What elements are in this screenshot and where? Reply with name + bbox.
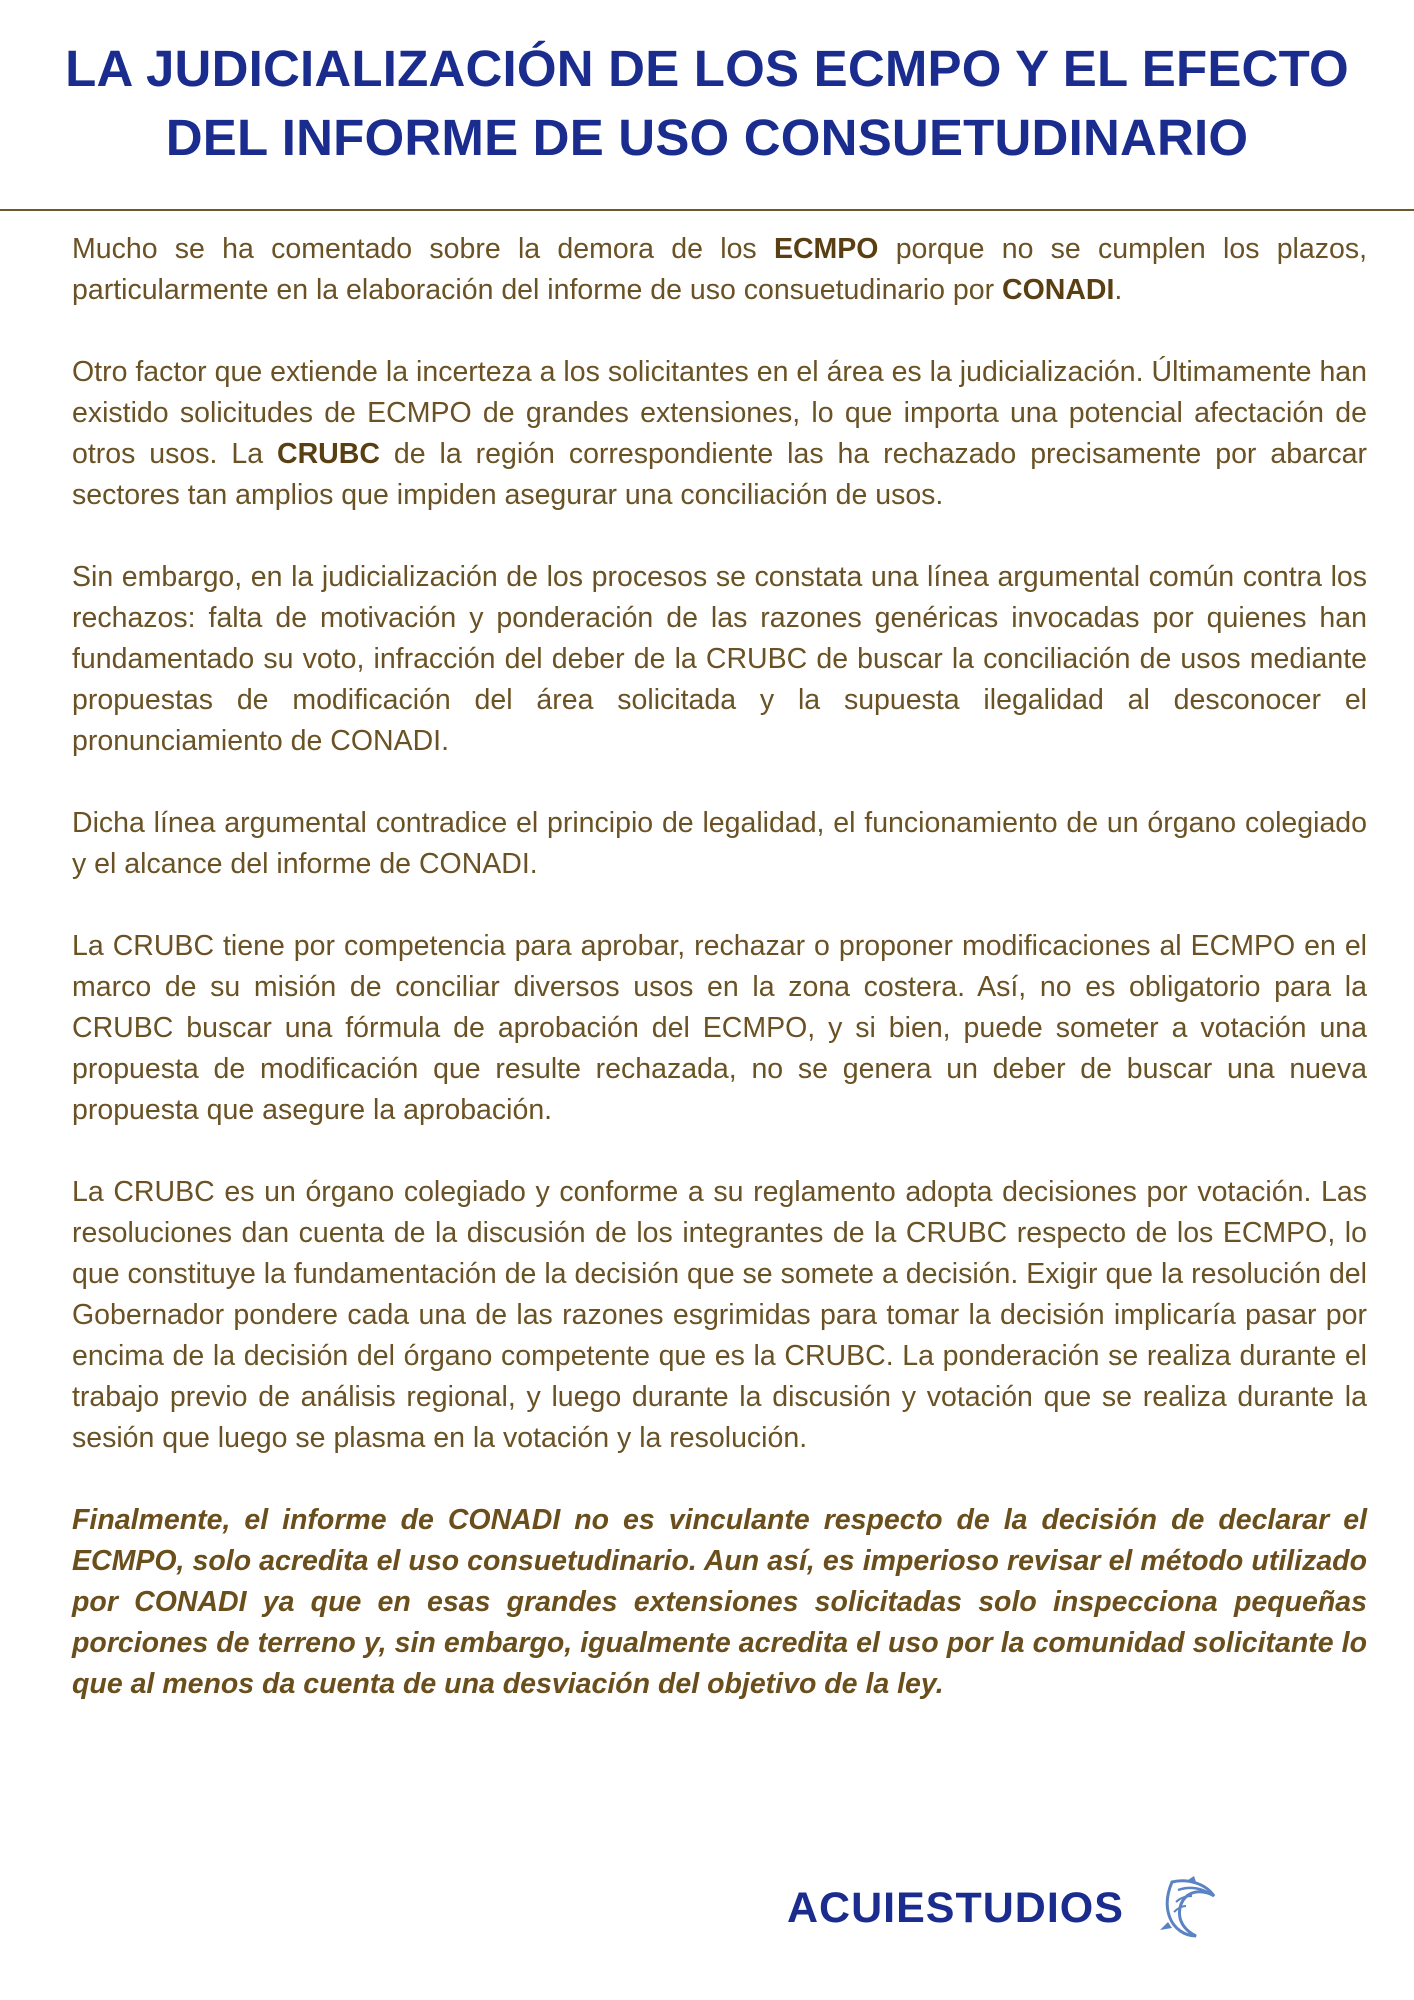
brand-footer (787, 1876, 1218, 1940)
fish-icon (1158, 1876, 1218, 1940)
paragraph-2: Otro factor que extiende la incerteza a los solicitantes en el área es la judicialización. Últimamente han existido solicitudes de ECMPO de grandes extensiones, lo que importa una potencial afectación de otros usos. La CRUBC de la región correspondiente las ha rechazado precisamente por abarcar sectores tan amplios que impiden asegurar una conciliación de usos. (72, 356, 1367, 511)
header-divider (0, 209, 1414, 211)
paragraph-4: Dicha línea argumental contradice el principio de legalidad, el funcionamiento de un órgano colegiado y el alcance del informe de CONADI. (72, 807, 1367, 880)
paragraph-3: Sin embargo, en la judicialización de los procesos se constata una línea argumental común contra los rechazos: falta de motivación y ponderación de las razones genéricas invocadas por quienes han fundamentado su voto, infracción del deber de la CRUBC de buscar la conciliación de usos mediante propuestas de modificación del área solicitada y la supuesta ilegalidad al desconocer el pronunciamiento de CONADI. (72, 561, 1367, 757)
paragraph-7-conclusion: Finalmente, el informe de CONADI no es vinculante respecto de la decisión de declarar el ECMPO, solo acredita el uso consuetudinario. Aun así, es imperioso revisar el método utilizado por CONADI ya que en esas grandes extensiones solicitadas solo inspecciona pequeñas porciones de terreno y, sin embargo, igualmente acredita el uso por la comunidad solicitante lo que al menos da cuenta de una desviación del objetivo de la ley. (72, 1504, 1367, 1700)
brand-name: ACUIESTUDIOS (787, 1883, 1124, 1932)
title-line-1: LA JUDICIALIZACIÓN DE LOS ECMPO Y EL EFECTO (65, 40, 1349, 97)
paragraph-5: La CRUBC tiene por competencia para aprobar, rechazar o proponer modificaciones al ECMPO en el marco de su misión de conciliar diversos usos en la zona costera. Así, no es obligatorio para la CRUBC buscar una fórmula de aprobación del ECMPO, y si bien, puede someter a votación una propuesta de modificación que resulte rechazada, no se genera un deber de buscar una nueva propuesta que asegure la aprobación. (72, 930, 1367, 1126)
highlight-ecmpo: ECMPO (773, 233, 879, 265)
paragraph-1: Mucho se ha comentado sobre la demora de los ECMPO porque no se cumplen los plazos, particularmente en la elaboración del informe de uso consuetudinario por CONADI. (72, 233, 1368, 306)
article-body (72, 229, 1367, 1746)
highlight-crubc: CRUBC (277, 438, 380, 470)
title-line-2: DEL INFORME DE USO CONSUETUDINARIO (165, 109, 1249, 166)
highlight-conadi: CONADI (1001, 274, 1115, 306)
paragraph-6: La CRUBC es un órgano colegiado y conforme a su reglamento adopta decisiones por votación. Las resoluciones dan cuenta de la discusión de los integrantes de la CRUBC respecto de los ECMPO, lo que constituye la fundamentación de la decisión que se somete a decisión. Exigir que la resolución del Gobernador pondere cada una de las razones esgrimidas para tomar la decisión implicaría pasar por encima de la decisión del órgano competente que es la CRUBC. La ponderación se realiza durante el trabajo previo de análisis regional, y luego durante la discusión y votación que se realiza durante la sesión que luego se plasma en la votación y la resolución. (72, 1176, 1367, 1454)
document-header (0, 34, 1414, 172)
